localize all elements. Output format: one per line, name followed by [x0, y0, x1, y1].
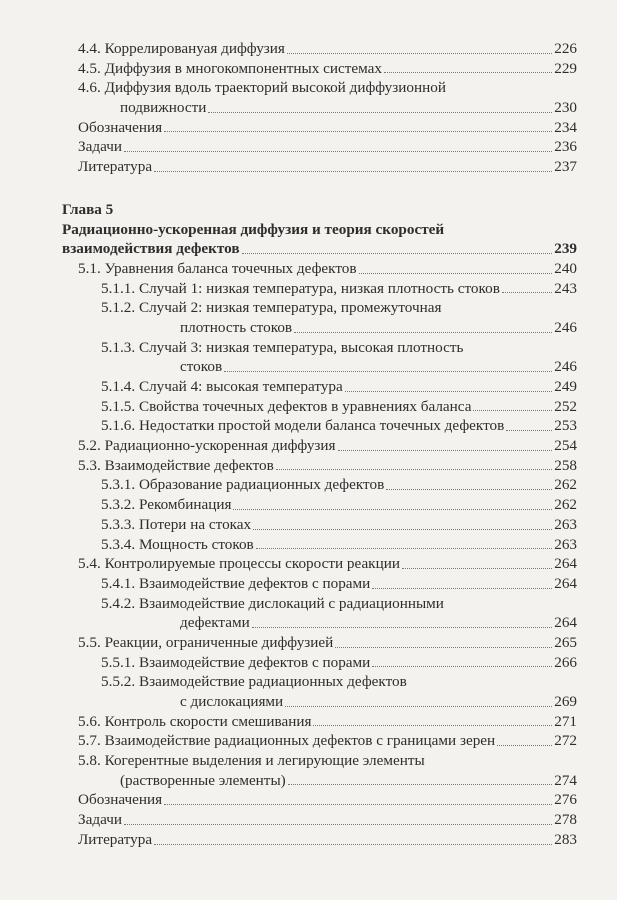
toc-entry	[0, 653, 617, 673]
toc-page-number: 230	[554, 99, 577, 117]
toc-page-number: 265	[554, 633, 577, 651]
toc-line	[0, 59, 617, 79]
toc-line	[0, 771, 617, 791]
toc-entry-title: 5.3.3. Потери на стоках	[101, 515, 252, 533]
toc-page-number: 246	[554, 358, 577, 376]
toc-entry	[0, 59, 617, 79]
toc-line	[0, 377, 617, 397]
toc-entry-title: 4.5. Диффузия в многокомпонентных системах	[78, 59, 382, 77]
dot-leader	[122, 810, 554, 830]
toc-entry-title: Задачи	[78, 138, 122, 156]
dot-leader	[343, 377, 554, 397]
toc-page-number: 246	[554, 318, 577, 336]
toc-entry-title: Радиационно-ускоренная диффузия и теория скоростей	[62, 220, 445, 238]
toc-page-number: 240	[554, 259, 577, 277]
toc-line	[0, 259, 617, 279]
toc-page-number: 252	[554, 397, 577, 415]
toc-entry-title: 5.5.1. Взаимодействие дефектов с порами	[101, 653, 371, 671]
toc-line	[0, 475, 617, 495]
toc-page-number: 234	[554, 118, 577, 136]
toc-entry-title: 5.3. Взаимодействие дефектов	[78, 456, 274, 474]
toc-entry	[0, 594, 617, 633]
toc-line	[0, 39, 617, 59]
toc-entry-title: 5.4.2. Взаимодействие дислокаций с радиационными	[101, 594, 444, 612]
dot-leader	[274, 456, 554, 476]
toc-line	[0, 653, 617, 673]
toc-line	[0, 515, 617, 535]
toc-entry-title: 4.4. Коррелировануая диффузия	[78, 40, 285, 57]
dot-leader	[333, 633, 554, 653]
toc-line	[0, 397, 617, 417]
toc-entry	[0, 672, 617, 711]
dot-leader	[162, 118, 554, 138]
toc-line	[0, 78, 617, 98]
chapter-heading	[0, 220, 617, 259]
toc-page-number: 237	[554, 158, 577, 176]
toc-entry	[0, 338, 617, 377]
toc-page-number: 254	[554, 437, 577, 455]
toc-entry	[0, 118, 617, 138]
toc-entry-title: Задачи	[78, 811, 122, 829]
toc-entry-title: плотность стоков	[180, 318, 293, 336]
toc-line	[0, 574, 617, 594]
toc-entry-title: Глава 5	[62, 200, 114, 218]
toc-entry	[0, 39, 617, 59]
toc-entry	[0, 416, 617, 436]
toc-entry	[0, 137, 617, 157]
toc-line	[0, 554, 617, 574]
dot-leader	[311, 712, 554, 732]
dot-leader	[370, 653, 554, 673]
toc-entry	[0, 298, 617, 337]
toc-entry-title: 5.1.1. Случай 1: низкая температура, низкая плотность стоков	[101, 279, 500, 297]
dot-leader	[254, 535, 554, 555]
toc-line	[0, 436, 617, 456]
toc-entry-title: 5.3.1. Образование радиационных дефектов	[101, 476, 385, 494]
toc-line	[0, 456, 617, 476]
toc-line	[0, 98, 617, 118]
toc-line	[0, 790, 617, 810]
toc-entry-title: 5.5. Реакции, ограниченные диффузией	[78, 633, 334, 651]
toc-entry-title: 5.1.5. Свойства точечных дефектов в уравнениях баланса	[101, 397, 472, 415]
toc-entry	[0, 535, 617, 555]
toc-entry-title: стоков	[180, 358, 223, 376]
toc-line	[0, 118, 617, 138]
toc-page-number: 272	[554, 732, 577, 750]
toc-page-number: 262	[554, 476, 577, 494]
toc-entry	[0, 279, 617, 299]
toc-entry-title: 5.1. Уравнения баланса точечных дефектов	[78, 259, 357, 277]
toc-entry	[0, 751, 617, 790]
dot-leader	[384, 475, 554, 495]
toc-line	[0, 810, 617, 830]
toc-entry-title: дефектами	[180, 614, 250, 632]
toc-entry	[0, 157, 617, 177]
toc-entry-title: 5.1.3. Случай 3: низкая температура, высокая плотность	[101, 338, 464, 356]
dot-leader	[283, 692, 554, 712]
toc-line	[0, 200, 617, 220]
dot-leader	[285, 39, 554, 59]
toc-page-number: 264	[554, 614, 577, 632]
toc-line	[0, 357, 617, 377]
toc-line	[0, 731, 617, 751]
toc-entry-title: 4.6. Диффузия вдоль траекторий высокой диффузионной	[78, 79, 446, 97]
toc-page-number: 262	[554, 496, 577, 514]
dot-leader	[162, 790, 554, 810]
toc-entry-title: 5.1.4. Случай 4: высокая температура	[101, 378, 343, 395]
toc-entry-title: подвижности	[120, 99, 207, 117]
toc-line	[0, 830, 617, 850]
toc-entry-title: 5.2. Радиационно-ускоренная диффузия	[78, 437, 336, 455]
toc-entry	[0, 830, 617, 850]
toc-entry-title: 5.5.2. Взаимодействие радиационных дефектов	[101, 673, 407, 691]
toc-entry	[0, 515, 617, 535]
toc-entry	[0, 731, 617, 751]
toc-line	[0, 751, 617, 771]
toc-page-number: 243	[554, 279, 577, 297]
toc-line	[0, 239, 617, 259]
toc-entry	[0, 712, 617, 732]
toc-page-number: 253	[554, 417, 577, 435]
toc-page-number: 264	[554, 574, 577, 592]
toc-line	[0, 279, 617, 299]
toc-entry	[0, 574, 617, 594]
toc-entry-title: 5.3.4. Мощность стоков	[101, 535, 254, 553]
toc-page-number: 283	[554, 830, 577, 848]
toc-entry	[0, 810, 617, 830]
spacer	[0, 177, 617, 200]
dot-leader	[122, 137, 554, 157]
dot-leader	[240, 239, 554, 259]
toc-line	[0, 495, 617, 515]
dot-leader	[336, 436, 554, 456]
dot-leader	[382, 59, 554, 79]
dot-leader	[231, 495, 554, 515]
toc-entry-title: с дислокациями	[180, 693, 284, 710]
toc-line	[0, 298, 617, 318]
dot-leader	[222, 357, 554, 377]
toc-entry-title: 5.4. Контролируемые процессы скорости реакции	[78, 555, 400, 573]
toc-page-number: 263	[554, 535, 577, 553]
toc-entry-title: взаимодействия дефектов	[62, 240, 240, 258]
dot-leader	[250, 613, 554, 633]
toc-page-number: 269	[554, 693, 577, 710]
toc-entry-title: 5.8. Когерентные выделения и легирующие элементы	[78, 752, 425, 770]
chapter-heading	[0, 200, 617, 220]
toc-page-number: 239	[554, 240, 577, 258]
toc-entry-title: Литература	[78, 830, 153, 848]
toc-entry-title: 5.3.2. Рекомбинация	[101, 496, 232, 514]
dot-leader	[400, 554, 554, 574]
toc-entry-title: Обозначения	[78, 118, 163, 136]
toc-page-number: 276	[554, 791, 577, 809]
toc-entry-title: Обозначения	[78, 791, 163, 809]
toc-entry	[0, 554, 617, 574]
dot-leader	[370, 574, 554, 594]
toc-entry	[0, 397, 617, 417]
toc-line	[0, 416, 617, 436]
toc-line	[0, 137, 617, 157]
toc-line	[0, 318, 617, 338]
dot-leader	[292, 318, 554, 338]
toc-entry-title: 5.1.6. Недостатки простой модели баланса точечных дефектов	[101, 417, 505, 435]
toc-line	[0, 220, 617, 240]
toc-page-number: 266	[554, 653, 577, 671]
toc-page-number: 271	[554, 712, 577, 730]
toc-entry	[0, 633, 617, 653]
toc-page-number: 236	[554, 138, 577, 156]
toc-entry-title: 5.7. Взаимодействие радиационных дефектов с границами зерен	[78, 732, 496, 750]
toc-entry-title: Литература	[78, 158, 153, 176]
toc-entry-title: 5.6. Контроль скорости смешивания	[78, 712, 312, 730]
toc-line	[0, 692, 617, 712]
toc-line	[0, 712, 617, 732]
toc-entry-title: 5.1.2. Случай 2: низкая температура, промежуточная	[101, 299, 442, 317]
dot-leader	[251, 515, 554, 535]
toc-line	[0, 613, 617, 633]
toc-line	[0, 338, 617, 358]
toc-page-number: 249	[554, 378, 577, 395]
toc-line	[0, 157, 617, 177]
toc-entry	[0, 790, 617, 810]
toc-entry-title: 5.4.1. Взаимодействие дефектов с порами	[101, 574, 371, 592]
toc-line	[0, 633, 617, 653]
dot-leader	[152, 830, 554, 850]
toc-entry	[0, 259, 617, 279]
toc-page-number: 274	[554, 771, 577, 789]
toc-page-number: 229	[554, 59, 577, 77]
dot-leader	[286, 771, 554, 791]
toc-entry	[0, 495, 617, 515]
toc-page-number: 258	[554, 456, 577, 474]
dot-leader	[152, 157, 554, 177]
toc-page-number: 226	[554, 40, 577, 57]
toc-entry-title: (растворенные элементы)	[120, 771, 286, 789]
toc-entry	[0, 377, 617, 397]
toc-entry	[0, 475, 617, 495]
dot-leader	[357, 259, 554, 279]
toc-line	[0, 594, 617, 614]
toc-entry	[0, 78, 617, 117]
toc-entry	[0, 456, 617, 476]
toc-page-number: 263	[554, 515, 577, 533]
dot-leader	[500, 279, 554, 299]
dot-leader	[206, 98, 554, 118]
toc-page-number: 278	[554, 811, 577, 829]
dot-leader	[495, 731, 554, 751]
toc-line	[0, 672, 617, 692]
toc-page-number: 264	[554, 555, 577, 573]
dot-leader	[504, 416, 554, 436]
table-of-contents	[0, 39, 617, 850]
toc-line	[0, 535, 617, 555]
dot-leader	[471, 397, 554, 417]
toc-entry	[0, 436, 617, 456]
